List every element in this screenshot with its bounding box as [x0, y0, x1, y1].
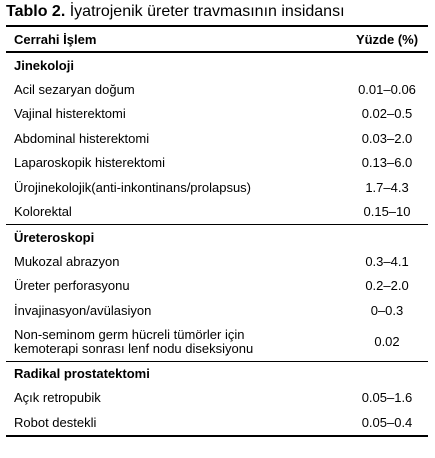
percent-cell: 0.02–0.5 — [361, 106, 413, 122]
section-header-radikal-prostatektomi — [6, 362, 428, 386]
procedure-cell: Abdominal histerektomi — [14, 130, 150, 146]
table-bottom-rule — [6, 435, 428, 437]
table-caption — [6, 1, 345, 23]
table-row — [6, 274, 428, 299]
percent-cell: 0.01–0.06 — [358, 81, 416, 97]
caption-title: İyatrojenik üreter travmasının insidansı — [69, 3, 345, 20]
procedure-cell-line1: Non-seminom germ hücreli tümörler için — [14, 326, 245, 342]
section-header-jinekoloji — [6, 53, 428, 77]
section-header-ureteroskopi — [6, 225, 428, 249]
procedure-cell — [6, 328, 326, 356]
table-row — [6, 200, 428, 225]
procedure-cell: Kolorektal — [14, 204, 72, 220]
percent-cell: 0–0.3 — [370, 302, 404, 318]
percent-cell: 0.03–2.0 — [361, 130, 413, 146]
percent-cell: 0.02 — [374, 334, 400, 349]
incidence-table — [6, 25, 428, 437]
section-title: Jinekoloji — [14, 57, 74, 73]
percent-cell: 0.2–2.0 — [365, 278, 409, 294]
procedure-cell: Mukozal abrazyon — [14, 253, 120, 269]
section-title: Üreteroskopi — [14, 229, 95, 245]
table-header-row — [6, 27, 428, 51]
table-row — [6, 410, 428, 435]
procedure-cell: Laparoskopik histerektomi — [14, 155, 166, 171]
header-percent: Yüzde (%) — [355, 31, 419, 47]
table-row — [6, 151, 428, 176]
caption-label: Tablo 2. — [6, 3, 66, 20]
procedure-cell: Üreter perforasyonu — [14, 278, 130, 294]
percent-cell: 0.13–6.0 — [361, 155, 413, 171]
procedure-cell: İnvajinasyon/avülasiyon — [14, 302, 152, 318]
table-row — [6, 323, 428, 361]
percent-cell: 0.15–10 — [363, 204, 411, 220]
table-row — [6, 386, 428, 411]
header-procedure: Cerrahi İşlem — [14, 31, 97, 47]
procedure-cell: Robot destekli — [14, 414, 97, 430]
procedure-cell-line2: kemoterapi sonrası lenf nodu diseksiyonu — [14, 340, 254, 356]
percent-cell: 1.7–4.3 — [365, 179, 409, 195]
percent-cell: 0.05–0.4 — [361, 414, 413, 430]
table-row — [6, 77, 428, 102]
procedure-cell: Acil sezaryan doğum — [14, 81, 135, 97]
percent-cell: 0.3–4.1 — [365, 253, 409, 269]
procedure-cell: Açık retropubik — [14, 390, 101, 406]
section-title: Radikal prostatektomi — [14, 366, 150, 381]
table-row — [6, 126, 428, 151]
table-row — [6, 102, 428, 127]
procedure-cell: Vajinal histerektomi — [14, 106, 126, 122]
table-row — [6, 249, 428, 274]
percent-cell: 0.05–1.6 — [361, 390, 413, 406]
table-row — [6, 298, 428, 323]
procedure-cell: Ürojinekolojik(anti-inkontinans/prolapsus) — [14, 179, 252, 195]
table-row — [6, 175, 428, 200]
